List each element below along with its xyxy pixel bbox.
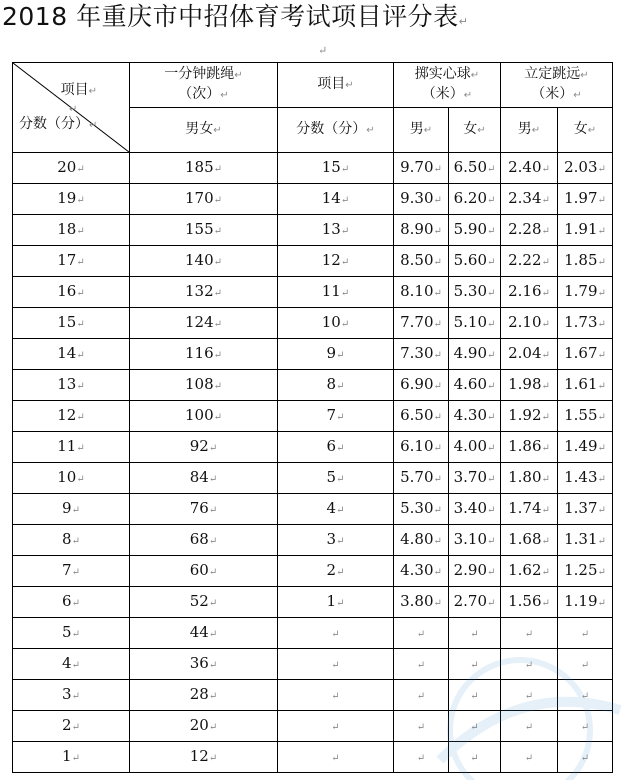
- jump-female-cell: 1.61↵: [558, 370, 613, 401]
- jump-male-cell: 1.98↵: [501, 370, 558, 401]
- table-row: [13, 339, 613, 370]
- ball-male-cell: 4.80↵: [394, 525, 449, 556]
- ball-male-cell: 6.10↵: [394, 432, 449, 463]
- score2-cell: 12↵: [278, 246, 394, 277]
- jump-male-cell: 2.04↵: [501, 339, 558, 370]
- page-title-text: 2018 年重庆市中招体育考试项目评分表: [2, 2, 459, 31]
- ball-male-cell: 9.70↵: [394, 153, 449, 184]
- jump-female-cell: 1.85↵: [558, 246, 613, 277]
- jump-female-header: 女↵: [558, 108, 613, 153]
- jump-female-cell: 2.03↵: [558, 153, 613, 184]
- score2-cell: 11↵: [278, 277, 394, 308]
- rope-cell: 116↵: [130, 339, 278, 370]
- ball-female-cell: 4.90↵: [449, 339, 501, 370]
- table-row: [13, 153, 613, 184]
- ball-male-cell: 8.10↵: [394, 277, 449, 308]
- ball-female-cell: 6.50↵: [449, 153, 501, 184]
- score2-cell: 1↵: [278, 587, 394, 618]
- jump-male-cell: ↵: [501, 742, 558, 773]
- table-row: [13, 494, 613, 525]
- page-title: [2, 0, 468, 39]
- score2-cell: ↵: [278, 649, 394, 680]
- score2-cell: ↵: [278, 711, 394, 742]
- ball-male-cell: 7.70↵: [394, 308, 449, 339]
- score-cell: 1↵: [13, 742, 130, 773]
- score2-header: 分数（分）↵: [278, 108, 394, 153]
- score2-cell: 14↵: [278, 184, 394, 215]
- ball-female-cell: ↵: [449, 680, 501, 711]
- jump-male-header: 男↵: [501, 108, 558, 153]
- score-cell: 20↵: [13, 153, 130, 184]
- ball-male-cell: 4.30↵: [394, 556, 449, 587]
- jump-male-cell: 2.10↵: [501, 308, 558, 339]
- table-row: [13, 277, 613, 308]
- rope-cell: 36↵: [130, 649, 278, 680]
- ball-female-cell: 5.90↵: [449, 215, 501, 246]
- rope-cell: 100↵: [130, 401, 278, 432]
- ball-header: 掷实心球↵ （米）↵: [394, 63, 501, 108]
- ball-female-cell: 4.00↵: [449, 432, 501, 463]
- score-cell: 5↵: [13, 618, 130, 649]
- jump-male-cell: 1.92↵: [501, 401, 558, 432]
- table-row: [13, 308, 613, 339]
- jump-female-cell: ↵: [558, 680, 613, 711]
- rope-sub-header: 男女↵: [130, 108, 278, 153]
- ball-male-cell: 8.50↵: [394, 246, 449, 277]
- rope-cell: 44↵: [130, 618, 278, 649]
- score2-cell: 13↵: [278, 215, 394, 246]
- paragraph-mark: ↵: [318, 44, 328, 57]
- score-cell: 3↵: [13, 680, 130, 711]
- jump-male-cell: ↵: [501, 649, 558, 680]
- score-cell: 8↵: [13, 525, 130, 556]
- score-cell: 17↵: [13, 246, 130, 277]
- rope-header: 一分钟跳绳↵ （次）↵: [130, 63, 278, 108]
- ball-male-cell: 9.30↵: [394, 184, 449, 215]
- score2-cell: 3↵: [278, 525, 394, 556]
- jump-female-cell: 1.91↵: [558, 215, 613, 246]
- score2-cell: ↵: [278, 742, 394, 773]
- jump-male-cell: 1.68↵: [501, 525, 558, 556]
- jump-male-cell: ↵: [501, 711, 558, 742]
- rope-cell: 132↵: [130, 277, 278, 308]
- jump-female-cell: 1.19↵: [558, 587, 613, 618]
- score-cell: 19↵: [13, 184, 130, 215]
- table-row: [13, 215, 613, 246]
- score2-cell: 9↵: [278, 339, 394, 370]
- table-row: [13, 587, 613, 618]
- jump-female-cell: 1.79↵: [558, 277, 613, 308]
- score2-cell: 6↵: [278, 432, 394, 463]
- ball-female-cell: 3.40↵: [449, 494, 501, 525]
- ball-female-cell: 5.30↵: [449, 277, 501, 308]
- jump-female-cell: 1.67↵: [558, 339, 613, 370]
- diagonal-header-cell: [13, 63, 130, 153]
- ball-female-cell: 5.60↵: [449, 246, 501, 277]
- jump-male-cell: 1.56↵: [501, 587, 558, 618]
- score2-cell: 8↵: [278, 370, 394, 401]
- rope-cell: 124↵: [130, 308, 278, 339]
- watermark-logo: [400, 640, 632, 780]
- ball-female-cell: ↵: [449, 649, 501, 680]
- jump-female-cell: ↵: [558, 742, 613, 773]
- jump-male-cell: 1.74↵: [501, 494, 558, 525]
- score-cell: 6↵: [13, 587, 130, 618]
- ball-female-cell: ↵: [449, 618, 501, 649]
- ball-female-cell: 4.60↵: [449, 370, 501, 401]
- jump-male-cell: 1.62↵: [501, 556, 558, 587]
- rope-cell: 155↵: [130, 215, 278, 246]
- item2-header: 项目↵: [278, 63, 394, 108]
- jump-female-cell: 1.43↵: [558, 463, 613, 494]
- score-cell: 10↵: [13, 463, 130, 494]
- jump-female-cell: 1.37↵: [558, 494, 613, 525]
- score2-cell: ↵: [278, 680, 394, 711]
- jump-male-cell: 2.28↵: [501, 215, 558, 246]
- jump-male-cell: 1.86↵: [501, 432, 558, 463]
- table-row: [13, 463, 613, 494]
- ball-male-cell: 8.90↵: [394, 215, 449, 246]
- ball-male-cell: ↵: [394, 618, 449, 649]
- ball-male-cell: 5.70↵: [394, 463, 449, 494]
- table-row: [13, 401, 613, 432]
- ball-male-cell: 3.80↵: [394, 587, 449, 618]
- jump-female-cell: 1.31↵: [558, 525, 613, 556]
- score-cell: 11↵: [13, 432, 130, 463]
- ball-female-cell: ↵: [449, 711, 501, 742]
- ball-male-cell: ↵: [394, 680, 449, 711]
- table-row: [13, 556, 613, 587]
- ball-female-header: 女↵: [449, 108, 501, 153]
- jump-female-cell: ↵: [558, 618, 613, 649]
- score-label: 分数（分）↵: [19, 116, 98, 132]
- rope-cell: 92↵: [130, 432, 278, 463]
- ball-female-cell: 5.10↵: [449, 308, 501, 339]
- jump-male-cell: 2.22↵: [501, 246, 558, 277]
- ball-female-cell: 2.70↵: [449, 587, 501, 618]
- ball-male-cell: 7.30↵: [394, 339, 449, 370]
- ball-male-cell: 5.30↵: [394, 494, 449, 525]
- score2-cell: ↵: [278, 618, 394, 649]
- score-cell: 2↵: [13, 711, 130, 742]
- ball-male-cell: 6.90↵: [394, 370, 449, 401]
- rope-cell: 140↵: [130, 246, 278, 277]
- rope-cell: 84↵: [130, 463, 278, 494]
- ball-female-cell: 3.70↵: [449, 463, 501, 494]
- table-row: [13, 432, 613, 463]
- item-label: 项目↵: [60, 82, 97, 98]
- ball-male-cell: 6.50↵: [394, 401, 449, 432]
- ball-female-cell: 3.10↵: [449, 525, 501, 556]
- jump-header: 立定跳远↵ （米）↵: [501, 63, 613, 108]
- score-cell: 16↵: [13, 277, 130, 308]
- score-cell: 4↵: [13, 649, 130, 680]
- rope-cell: 68↵: [130, 525, 278, 556]
- score2-cell: 15↵: [278, 153, 394, 184]
- jump-male-cell: 2.34↵: [501, 184, 558, 215]
- score2-cell: 7↵: [278, 401, 394, 432]
- rope-cell: 28↵: [130, 680, 278, 711]
- table-row: [13, 246, 613, 277]
- score-cell: 9↵: [13, 494, 130, 525]
- rope-cell: 12↵: [130, 742, 278, 773]
- jump-female-cell: 1.73↵: [558, 308, 613, 339]
- score-cell: 15↵: [13, 308, 130, 339]
- rope-cell: 108↵: [130, 370, 278, 401]
- ball-male-cell: ↵: [394, 711, 449, 742]
- score-cell: 14↵: [13, 339, 130, 370]
- jump-female-cell: 1.49↵: [558, 432, 613, 463]
- score-cell: 12↵: [13, 401, 130, 432]
- table-row: [13, 184, 613, 215]
- jump-female-cell: 1.25↵: [558, 556, 613, 587]
- jump-female-cell: ↵: [558, 711, 613, 742]
- jump-male-cell: 2.40↵: [501, 153, 558, 184]
- rope-cell: 60↵: [130, 556, 278, 587]
- jump-female-cell: 1.55↵: [558, 401, 613, 432]
- rope-cell: 20↵: [130, 711, 278, 742]
- rope-cell: 185↵: [130, 153, 278, 184]
- score2-cell: 4↵: [278, 494, 394, 525]
- paragraph-mark: ↵: [69, 104, 78, 115]
- ball-female-cell: 6.20↵: [449, 184, 501, 215]
- score2-cell: 2↵: [278, 556, 394, 587]
- jump-male-cell: 2.16↵: [501, 277, 558, 308]
- jump-female-cell: 1.97↵: [558, 184, 613, 215]
- jump-male-cell: ↵: [501, 680, 558, 711]
- rope-cell: 170↵: [130, 184, 278, 215]
- score-cell: 13↵: [13, 370, 130, 401]
- ball-female-cell: 4.30↵: [449, 401, 501, 432]
- ball-female-cell: 2.90↵: [449, 556, 501, 587]
- paragraph-mark: ↵: [458, 15, 469, 28]
- rope-cell: 52↵: [130, 587, 278, 618]
- ball-male-cell: ↵: [394, 649, 449, 680]
- ball-female-cell: ↵: [449, 742, 501, 773]
- score2-cell: 10↵: [278, 308, 394, 339]
- score2-cell: 5↵: [278, 463, 394, 494]
- jump-female-cell: ↵: [558, 649, 613, 680]
- ball-male-header: 男↵: [394, 108, 449, 153]
- table-row: [13, 525, 613, 556]
- score-cell: 7↵: [13, 556, 130, 587]
- ball-male-cell: ↵: [394, 742, 449, 773]
- jump-male-cell: 1.80↵: [501, 463, 558, 494]
- rope-cell: 76↵: [130, 494, 278, 525]
- table-row: [13, 370, 613, 401]
- jump-male-cell: ↵: [501, 618, 558, 649]
- score-cell: 18↵: [13, 215, 130, 246]
